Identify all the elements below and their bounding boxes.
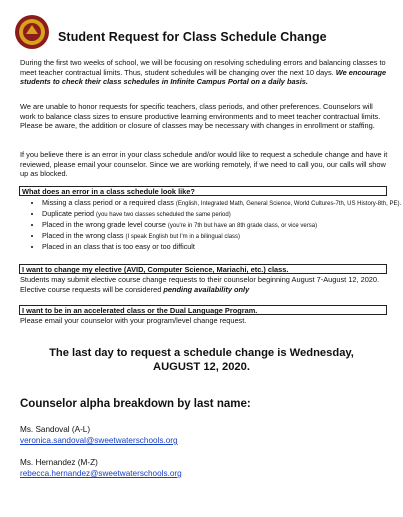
intro-emphasis: We encourage students to check their class schedules in Infinite Campus Portal on a daily basis.	[20, 67, 387, 87]
accelerated-section-heading: I want to be in an accelerated class or the Dual Language Program.	[19, 305, 387, 315]
page-title: Student Request for Class Schedule Change	[58, 30, 327, 44]
school-seal-logo	[14, 14, 50, 50]
intro-paragraph-2: We are unable to honor requests for specific teachers, class periods, and other preferences. Counselors will work to balance class sizes to ensure productive learning environments and to meet teacher contractual limits. Please be aware, the addition or closure of classes may be necessary with changes in enrollment or staffing.	[20, 102, 381, 131]
counselor-email-link[interactable]: veronica.sandoval@sweetwaterschools.org	[20, 436, 178, 445]
list-item: • Missing a class period or a required class (English, Integrated Math, General Science, World Cultures-7th, US History-8th, PE).	[42, 198, 403, 209]
intro-paragraph-1	[20, 58, 390, 87]
elective-section-heading: I want to change my elective (AVID, Computer Science, Mariachi, etc.) class.	[19, 264, 387, 274]
intro-text: During the first two weeks of school, we will be focusing on resolving scheduling errors and balancing classes to meet teacher contractual limits. Thus, student schedules will be changing over the next 10 days.	[20, 58, 386, 77]
list-item: • Placed in the wrong class (I speak English but I'm in a bilingual class)	[42, 231, 403, 242]
error-section-heading: What does an error in a class schedule look like?	[19, 186, 387, 196]
list-item: • Duplicate period (you have two classes scheduled the same period)	[42, 209, 403, 220]
intro-paragraph-3: If you believe there is an error in your class schedule and/or would like to request a schedule change and have it reviewed, please email your counselor. Since we are working remotely, if we need to call you, our calls will show up as blocked.	[20, 150, 388, 179]
deadline-line-2: AUGUST 12, 2020.	[152, 361, 250, 373]
accelerated-paragraph: Please email your counselor with your program/level change request.	[20, 316, 247, 325]
list-item: • Placed in the wrong grade level course (you're in 7th but have an 8th grade class, or vice versa)	[42, 220, 403, 231]
elective-emphasis: pending availability only	[163, 284, 250, 294]
counselor-contact-1	[20, 424, 178, 446]
error-list	[20, 198, 403, 253]
counselor-email-link[interactable]: rebecca.hernandez@sweetwaterschools.org	[20, 469, 182, 478]
counselor-contact-2	[20, 457, 182, 479]
counselor-name: Ms. Sandoval (A-L)	[20, 425, 91, 434]
list-item: • Placed in an class that is too easy or too difficult	[42, 242, 403, 253]
elective-paragraph: Students may submit elective course change requests to their counselor beginning August 7-August 12, 2020. Elective course requests will be considered pending availability only	[20, 275, 380, 294]
counselor-heading: Counselor alpha breakdown by last name:	[20, 398, 251, 410]
counselor-name: Ms. Hernandez (M-Z)	[20, 458, 98, 467]
deadline-line-1: The last day to request a schedule change is Wednesday,	[49, 347, 354, 359]
